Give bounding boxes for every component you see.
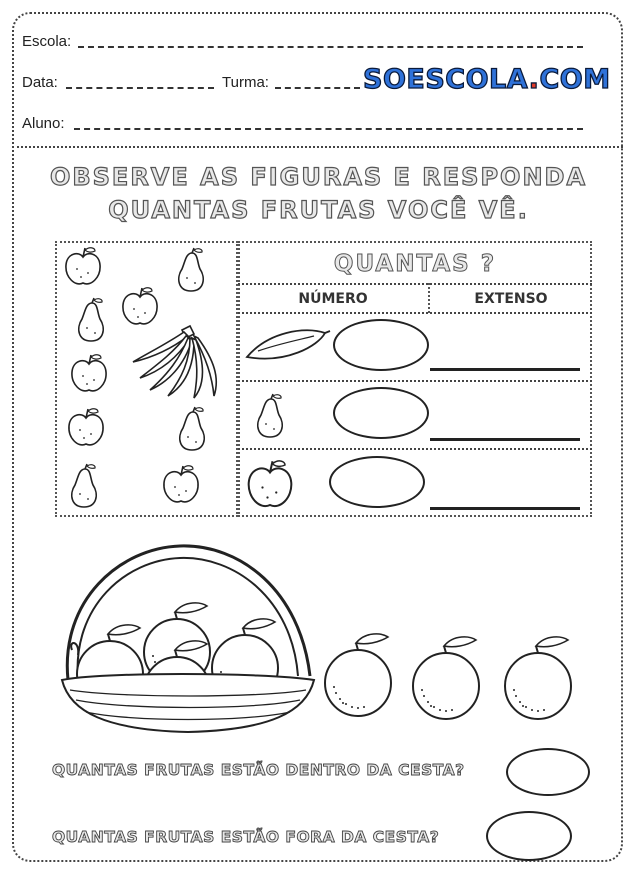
inside-answer-oval[interactable] [506,748,590,796]
column-words-header: EXTENSO [474,291,548,307]
pear-number-oval[interactable] [333,387,429,439]
date-label: Data: [22,74,58,91]
outside-answer-oval[interactable] [486,811,572,861]
question-inside-basket: QUANTAS FRUTAS ESTÃO DENTRO DA CESTA? [52,761,465,779]
apple-icon [66,248,100,284]
apple-words-line[interactable] [430,507,580,510]
question-outside-basket: QUANTAS FRUTAS ESTÃO FORA DA CESTA? [52,828,440,846]
apple-number-oval[interactable] [329,456,425,508]
row-divider [238,448,592,450]
orange-icon [505,637,571,719]
column-number-header: NÚMERO [298,291,368,307]
school-label: Escola: [22,33,72,50]
basket-body-icon [62,674,314,732]
header-row-divider [238,312,592,314]
apple-icon [123,288,157,324]
class-label: Turma: [222,74,269,91]
table-title-divider [238,283,592,285]
apple-icon [164,466,198,502]
column-divider [428,283,430,313]
banana-words-line[interactable] [430,368,580,371]
row-divider [238,380,592,382]
table-title: QUANTAS ? [333,251,497,277]
instruction-line-1: OBSERVE AS FIGURAS E RESPONDA [49,163,588,191]
banana-number-oval[interactable] [333,319,429,371]
pear-icon [180,407,204,450]
pear-icon [72,464,96,507]
apple-icon [72,355,106,391]
pear-icon [179,248,203,291]
student-label: Aluno: [22,115,65,132]
pear-icon [79,298,103,341]
instruction-line-2: QUANTAS FRUTAS VOCÊ VÊ. [108,196,529,224]
brand-logo: SOESCOLA.COM [363,64,611,95]
apple-icon [69,409,103,445]
orange-icon [413,637,479,719]
banana-bunch-icon [133,326,216,398]
pear-words-line[interactable] [430,438,580,441]
orange-icon [325,634,391,716]
